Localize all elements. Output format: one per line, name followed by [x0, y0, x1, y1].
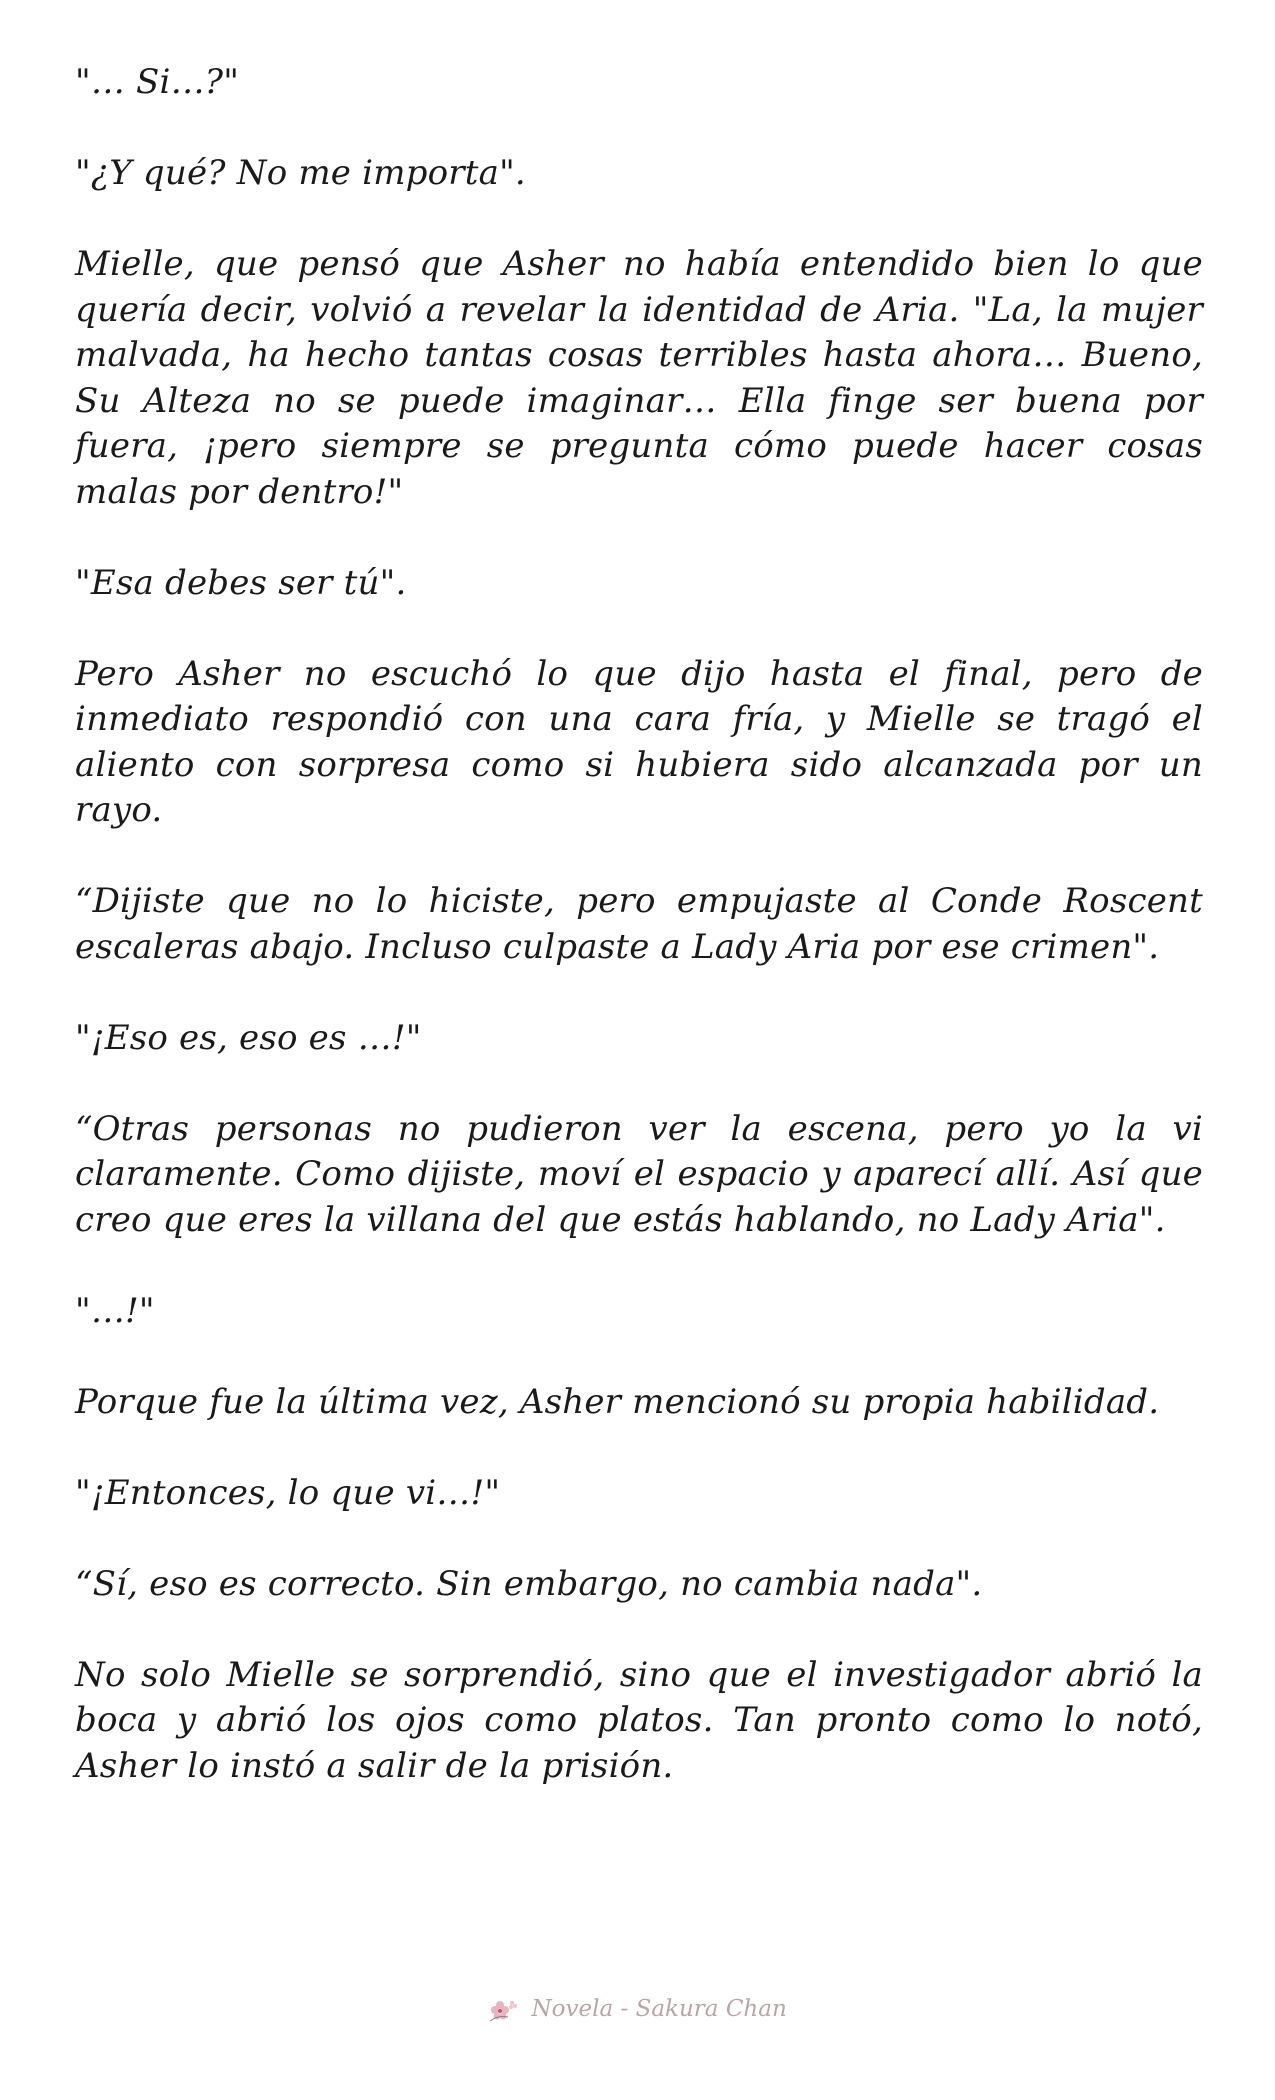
paragraph: "… Si…?" [75, 62, 240, 102]
paragraph: "Esa debes ser tú". [75, 562, 407, 603]
paragraph: No solo Mielle se sorprendió, sino que el investigador abrió la boca y abrió los ojos como platos. Tan pronto como lo notó, Asher lo instó a salir de la prisión. [75, 1654, 1203, 1786]
paragraph: Mielle, que pensó que Asher no había entendido bien lo que quería decir, volvió a revelar la identidad de Aria. "La, la mujer malvada, ha hecho tantas cosas terribles hasta ahora… Bueno, Su Alteza no se puede imaginar… Ella finge ser buena por fuera, ¡pero siempre se pregunta cómo puede hacer cosas malas por dentro!" [75, 244, 1203, 512]
sakura-flower-icon [488, 1997, 518, 2023]
paragraph: "…!" [75, 1290, 155, 1331]
paragraph: "¡Eso es, eso es …!" [75, 1017, 422, 1058]
paragraph: “Otras personas no pudieron ver la escena, pero yo la vi claramente. Como dijiste, moví el espacio y aparecí allí. Así que creo que eres la villana del que estás hablando, no Lady Aria". [75, 1108, 1203, 1240]
paragraph: Pero Asher no escuchó lo que dijo hasta el final, pero de inmediato respondió con una cara fría, y Mielle se tragó el aliento con sorpresa como si hubiera sido alcanzada por un rayo. [75, 653, 1203, 830]
watermark [0, 1996, 1275, 2023]
watermark-text: Novela - Sakura Chan [531, 1996, 787, 2022]
paragraph: Porque fue la última vez, Asher mencionó su propia habilidad. [75, 1381, 1160, 1422]
paragraph: "¡Entonces, lo que vi…!" [75, 1472, 501, 1513]
document-body [75, 60, 1203, 1835]
paragraph: “Dijiste que no lo hiciste, pero empujaste al Conde Roscent escaleras abajo. Incluso culpaste a Lady Aria por ese crimen". [75, 881, 1203, 967]
paragraph: “Sí, eso es correcto. Sin embargo, no cambia nada". [75, 1563, 983, 1604]
paragraph: "¿Y qué? No me importa". [75, 153, 526, 193]
